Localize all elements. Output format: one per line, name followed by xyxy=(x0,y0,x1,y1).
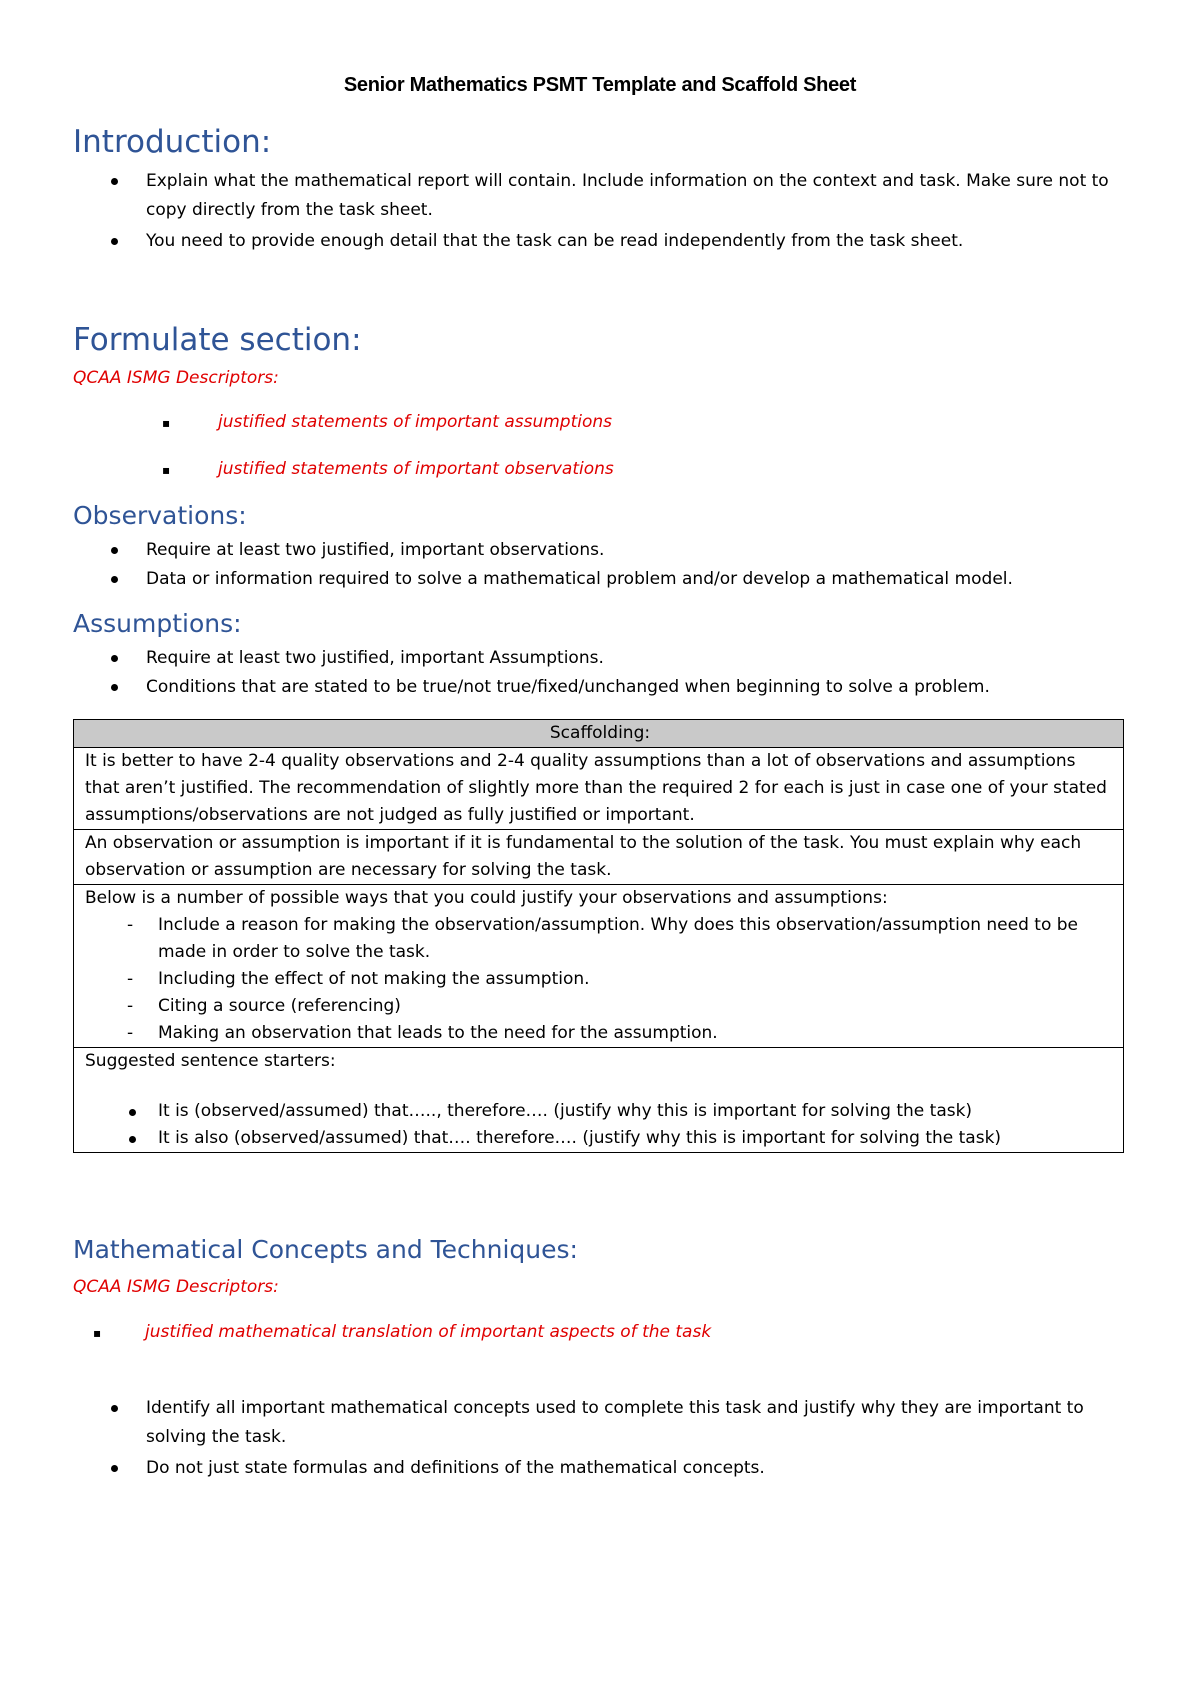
formulate-descriptor: justified statements of important observations xyxy=(218,459,614,479)
table-row xyxy=(74,1048,1124,1153)
bullet-icon xyxy=(111,178,118,185)
list-item: Require at least two justified, important observations. xyxy=(0,536,1136,565)
list-item: Data or information required to solve a mathematical problem and/or develop a mathematical model. xyxy=(0,565,1136,594)
scaffolding-cell-intro: Below is a number of possible ways that you could justify your observations and assumptions: xyxy=(85,888,888,908)
bullet-icon xyxy=(111,238,118,245)
introduction-heading: Introduction: xyxy=(73,124,272,160)
assumptions-heading: Assumptions: xyxy=(73,609,242,638)
scaffolding-cell-intro: Suggested sentence starters: xyxy=(85,1051,336,1071)
concepts-list xyxy=(0,1394,1136,1483)
bullet-icon xyxy=(111,684,118,691)
bullet-icon xyxy=(111,655,118,662)
list-item: Require at least two justified, important Assumptions. xyxy=(0,644,1136,673)
scaffolding-cell: An observation or assumption is important if it is fundamental to the solution of the task. You must explain why each observation or assumption are necessary for solving the task. xyxy=(74,830,1124,885)
square-bullet-icon: ▪ xyxy=(162,416,171,430)
list-item: You need to provide enough detail that the task can be read independently from the task sheet. xyxy=(0,227,1136,256)
list-item: - Citing a source (referencing) xyxy=(85,993,1115,1020)
scaffolding-cell: It is better to have 2-4 quality observations and 2-4 quality assumptions than a lot of observations and assumptions that aren’t justified. The recommendation of slightly more than the required 2 for each is just in case one of your stated assumptions/observations are not judged as fully justified or important. xyxy=(74,748,1124,830)
justification-list xyxy=(85,912,1115,1047)
observations-list xyxy=(0,536,1136,594)
scaffolding-table xyxy=(73,719,1124,1153)
table-row xyxy=(74,830,1124,885)
table-row xyxy=(74,748,1124,830)
list-item: Do not just state formulas and definitions of the mathematical concepts. xyxy=(0,1454,1136,1483)
table-row xyxy=(74,885,1124,1048)
list-item: - Include a reason for making the observation/assumption. Why does this observation/assumption need to be made in order to solve the task. xyxy=(85,912,1115,966)
table-row xyxy=(74,720,1124,748)
bullet-icon xyxy=(111,547,118,554)
concepts-descriptor: justified mathematical translation of important aspects of the task xyxy=(145,1322,712,1342)
bullet-icon xyxy=(129,1109,136,1116)
assumptions-list xyxy=(0,644,1136,702)
list-item: - Making an observation that leads to the need for the assumption. xyxy=(85,1020,1115,1047)
list-item: It is also (observed/assumed) that…. therefore…. (justify why this is important for solving the task) xyxy=(85,1125,1115,1152)
dash-icon: - xyxy=(127,996,134,1016)
list-item: Conditions that are stated to be true/not true/fixed/unchanged when beginning to solve a problem. xyxy=(0,673,1136,702)
dash-icon: - xyxy=(127,915,134,935)
list-item: Identify all important mathematical concepts used to complete this task and justify why they are important to solving the task. xyxy=(0,1394,1136,1452)
dash-icon: - xyxy=(127,969,134,989)
scaffolding-header: Scaffolding: xyxy=(74,720,1124,748)
bullet-icon xyxy=(111,1465,118,1472)
document-title: Senior Mathematics PSMT Template and Scaffold Sheet xyxy=(343,74,857,96)
square-bullet-icon: ▪ xyxy=(162,463,171,477)
list-item: Explain what the mathematical report will contain. Include information on the context and task. Make sure not to copy directly from the task sheet. xyxy=(0,167,1136,225)
sentence-starter-list xyxy=(85,1098,1115,1152)
introduction-list xyxy=(0,167,1136,256)
formulate-descriptors-label: QCAA ISMG Descriptors: xyxy=(73,368,279,388)
observations-heading: Observations: xyxy=(73,501,247,530)
scaffolding-cell xyxy=(74,885,1124,1048)
concepts-heading: Mathematical Concepts and Techniques: xyxy=(73,1235,578,1264)
dash-icon: - xyxy=(127,1023,134,1043)
bullet-icon xyxy=(111,576,118,583)
list-item: It is (observed/assumed) that….., therefore…. (justify why this is important for solving the task) xyxy=(85,1098,1115,1125)
scaffolding-cell xyxy=(74,1048,1124,1153)
list-item: - Including the effect of not making the assumption. xyxy=(85,966,1115,993)
bullet-icon xyxy=(129,1136,136,1143)
formulate-descriptor: justified statements of important assumptions xyxy=(218,412,613,432)
bullet-icon xyxy=(111,1405,118,1412)
square-bullet-icon: ▪ xyxy=(93,1326,102,1340)
formulate-heading: Formulate section: xyxy=(73,322,362,358)
concepts-descriptors-label: QCAA ISMG Descriptors: xyxy=(73,1277,279,1297)
